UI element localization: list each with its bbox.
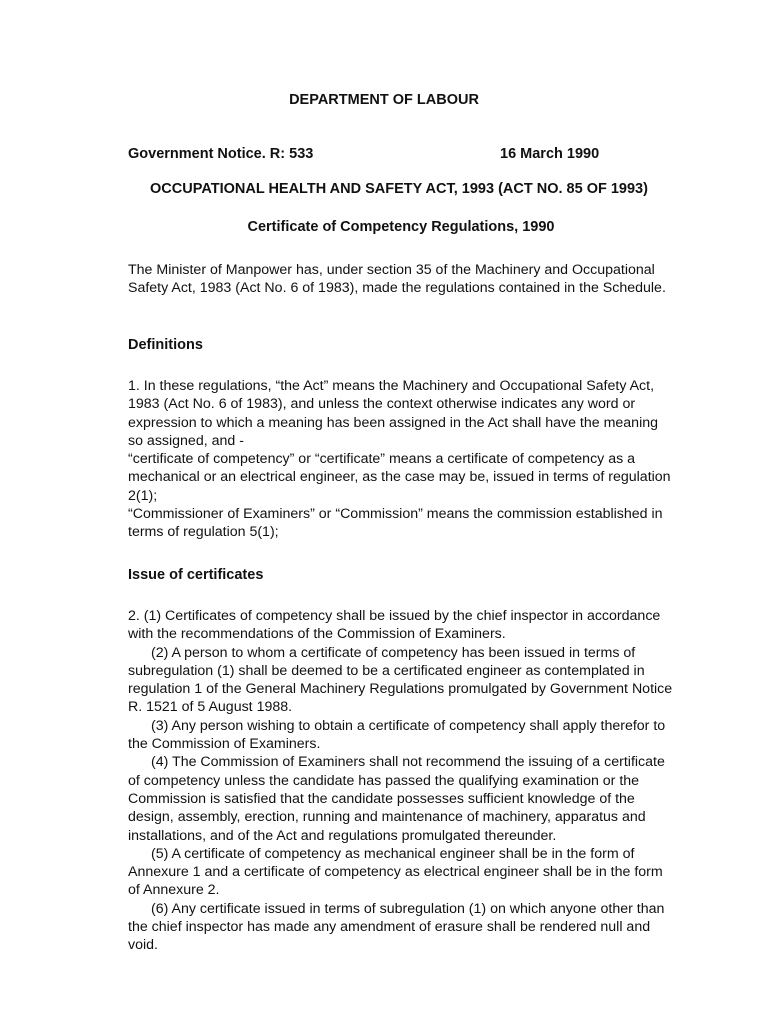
regulation-paragraph: (5) A certificate of competency as mechanical engineer shall be in the form of Annexure 1 and a certificate of competency as electrical engineer shall be in the form of Annexure 2. (128, 845, 663, 899)
notice-row (128, 146, 688, 162)
regulation-paragraph: (3) Any person wishing to obtain a certificate of competency shall apply therefor to the Commission of Examiners. (128, 717, 666, 753)
regulation-paragraph: (4) The Commission of Examiners shall not recommend the issuing of a certificate of competency unless the candidate has passed the qualifying examination or the Commission is satisfied that the candidate possesses sufficient knowledge of the design, assembly, erection, running and maintenance of machinery, apparatus and installations, and of the Act and regulations promulgated thereunder. (128, 754, 665, 844)
department-heading: DEPARTMENT OF LABOUR (289, 92, 479, 108)
definitions-heading: Definitions (128, 337, 203, 353)
definition-paragraph: “Commissioner of Examiners” or “Commission” means the commission established in terms of regulation 5(1); (128, 506, 663, 541)
regulation-paragraph: (2) A person to whom a certificate of competency has been issued in terms of subregulation (1) shall be deemed to be a certificated engineer as contemplated in regulation 1 of the General Machinery Regulations promulgated by Government Notice R. 1521 of 5 August 1988. (128, 644, 673, 716)
definition-paragraph: 1. In these regulations, “the Act” means the Machinery and Occupational Safety Act, 1983 (Act No. 6 of 1983), and unless the context otherwise indicates any word or expression to which a meaning has been assigned in the Act shall have the meaning so assigned, and - (128, 378, 659, 449)
definition-paragraph: “certificate of competency” or “certificate” means a certificate of competency as a mechanical or an electrical engineer, as the case may be, issued in terms of regulation 2(1); (128, 451, 671, 504)
regulation-paragraph: (6) Any certificate issued in terms of subregulation (1) on which anyone other than the chief inspector has made any amendment of erasure shall be rendered null and void. (128, 900, 665, 954)
issue-heading: Issue of certificates (128, 567, 264, 583)
government-notice: Government Notice. R: 533 (128, 146, 314, 162)
definitions-section (128, 377, 676, 542)
notice-date: 16 March 1990 (500, 146, 600, 162)
issue-section (128, 607, 676, 955)
regulation-paragraph: 2. (1) Certificates of competency shall be issued by the chief inspector in accordance with the recommendations of the Commission of Examiners. (128, 608, 661, 643)
regulations-title: Certificate of Competency Regulations, 1990 (247, 219, 555, 235)
act-title: OCCUPATIONAL HEALTH AND SAFETY ACT, 1993 (ACT NO. 85 OF 1993) (150, 181, 648, 197)
intro-text: The Minister of Manpower has, under section 35 of the Machinery and Occupational Safety Act, 1983 (Act No. 6 of 1983), made the regulations contained in the Schedule. (128, 262, 666, 297)
intro-paragraph (128, 261, 676, 298)
